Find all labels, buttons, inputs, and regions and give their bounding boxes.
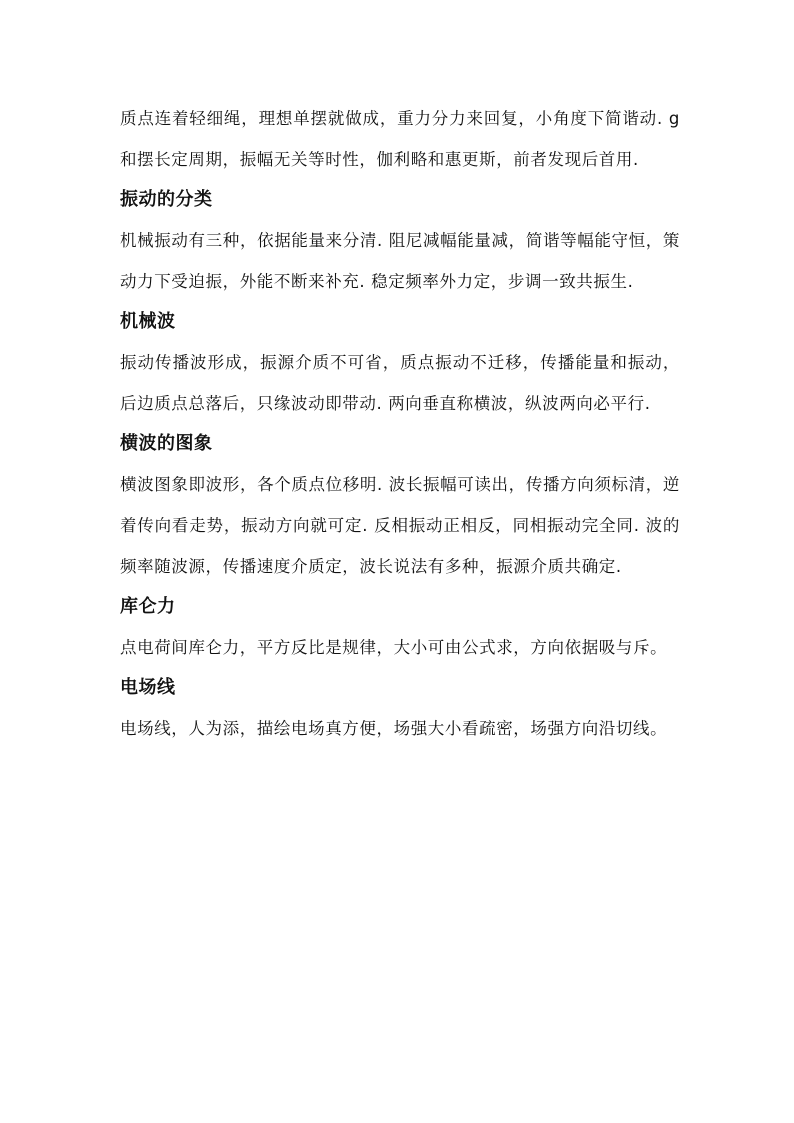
section-heading-coulomb-force: 库仑力 [120, 596, 176, 617]
section-heading-vibration-types: 振动的分类 [120, 189, 213, 210]
section-heading-mechanical-wave: 机械波 [120, 311, 176, 332]
intro-paragraph: 质点连着轻细绳，理想单摆就做成，重力分力来回复，小角度下简谐动. g 和摆长定周期，振幅无关等时性，伽利略和惠更斯，前者发现后首用. [120, 109, 680, 169]
section-paragraph-electric-field-lines: 电场线，人为添，描绘电场真方便，场强大小看疏密，场强方向沿切线。 [120, 719, 668, 738]
section-heading-electric-field-lines: 电场线 [120, 677, 176, 698]
section-heading-transverse-wave-graph: 横波的图象 [120, 433, 213, 454]
section-paragraph-vibration-types: 机械振动有三种，依据能量来分清. 阻尼减幅能量减，简谐等幅能守恒，策动力下受迫振，外能不断来补充. 稳定频率外力定，步调一致共振生. [120, 231, 680, 291]
section-paragraph-mechanical-wave: 振动传播波形成，振源介质不可省，质点振动不迁移，传播能量和振动，后边质点总落后，只缘波动即带动. 两向垂直称横波，纵波两向必平行. [120, 353, 680, 413]
section-paragraph-coulomb-force: 点电荷间库仑力，平方反比是规律，大小可由公式求，方向依据吸与斥。 [120, 638, 668, 657]
section-paragraph-transverse-wave-graph: 横波图象即波形，各个质点位移明. 波长振幅可读出，传播方向须标清，逆着传向看走势，振动方向就可定. 反相振动正相反，同相振动完全同. 波的频率随波源，传播速度介质定，波长说法有多种，振源介质共确定. [120, 475, 680, 576]
document-page [120, 98, 680, 749]
